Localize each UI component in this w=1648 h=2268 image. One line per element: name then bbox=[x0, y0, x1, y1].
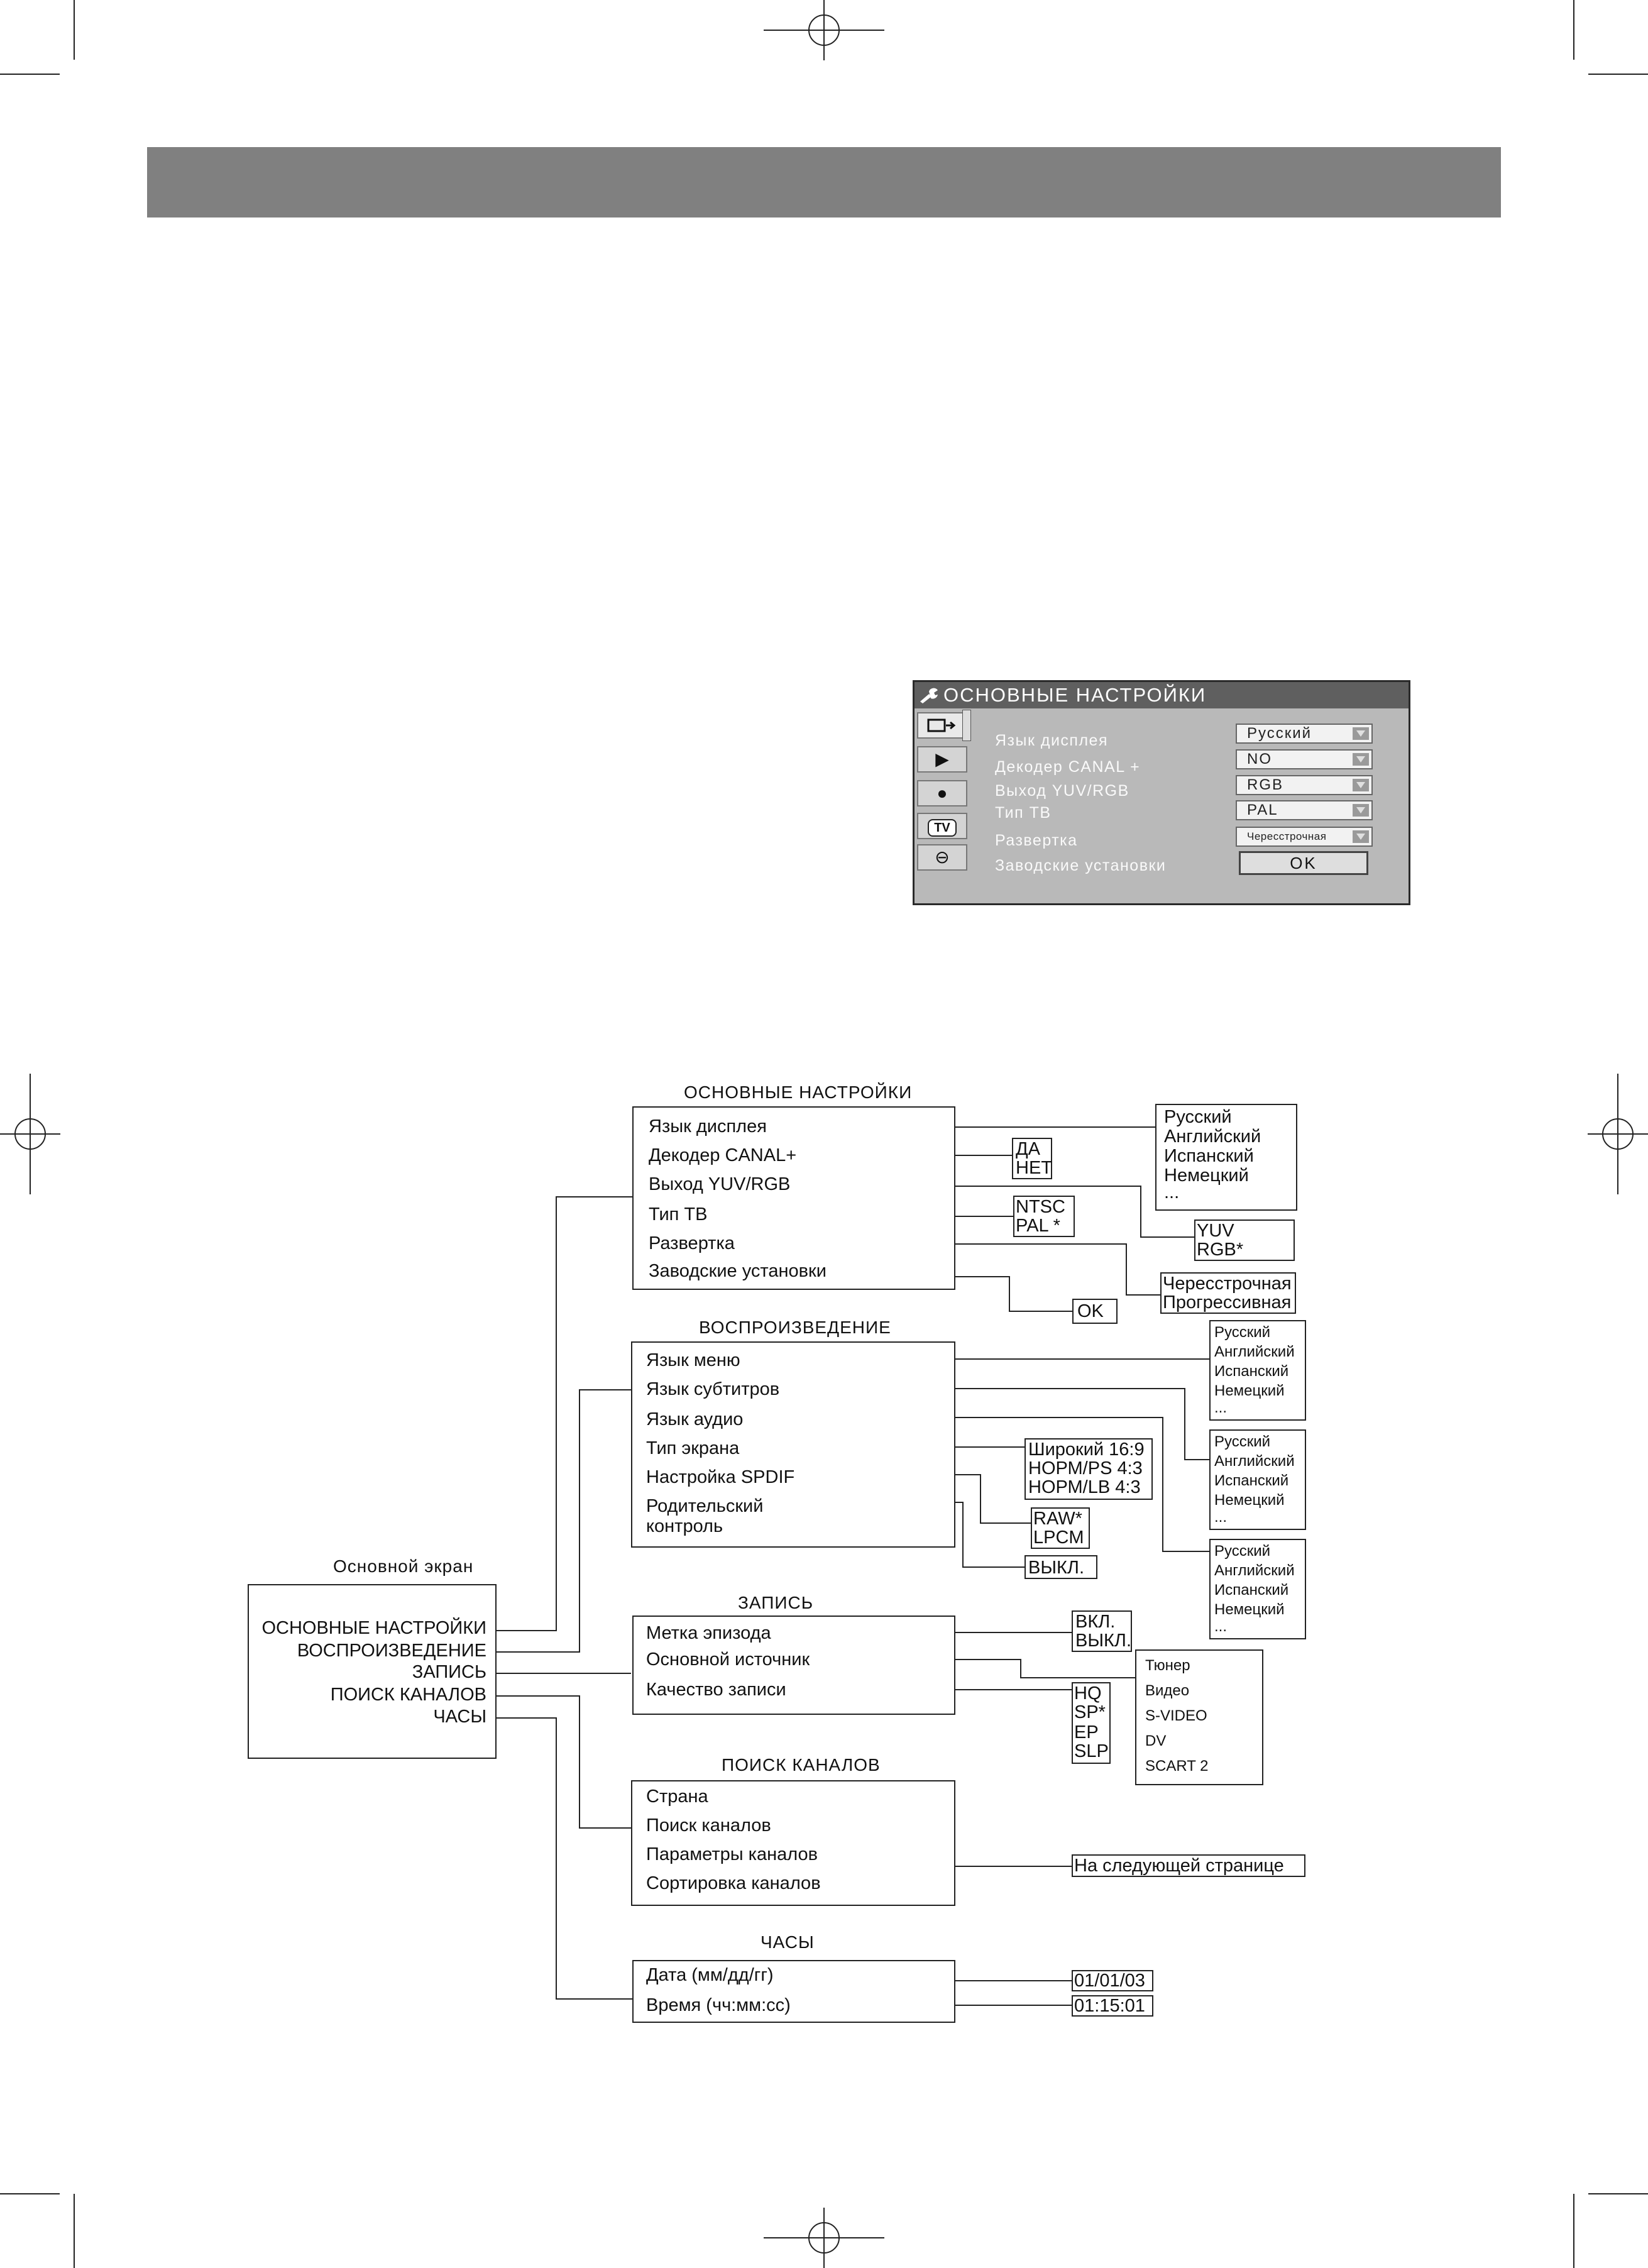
option: YUV bbox=[1197, 1221, 1234, 1241]
option: ... bbox=[1214, 1399, 1228, 1416]
basic-scan-options bbox=[1160, 1272, 1296, 1314]
option: SCART 2 bbox=[1145, 1758, 1209, 1775]
scan-select[interactable] bbox=[1236, 827, 1373, 847]
main-screen-title: Основной экран bbox=[333, 1556, 474, 1576]
option: RGB* bbox=[1197, 1240, 1244, 1260]
osd-setup-panel bbox=[913, 680, 1410, 905]
option: ... bbox=[1164, 1182, 1180, 1203]
record-item-quality: Качество записи bbox=[646, 1680, 786, 1700]
option: ВКЛ. bbox=[1075, 1612, 1116, 1632]
option: Чересстрочная bbox=[1163, 1274, 1292, 1294]
screen-type-options bbox=[1025, 1438, 1153, 1500]
main-screen-box bbox=[248, 1584, 497, 1759]
yuv-rgb-select[interactable] bbox=[1236, 775, 1373, 795]
tv-type-value: PAL bbox=[1247, 801, 1278, 818]
clock-item-date: Дата (мм/дд/гг) bbox=[646, 1965, 774, 1985]
playback-title: ВОСПРОИЗВЕДЕНИЕ bbox=[699, 1318, 891, 1337]
search-item-scan: Поиск каналов bbox=[646, 1815, 771, 1836]
record-tab[interactable] bbox=[917, 780, 967, 806]
option: S-VIDEO bbox=[1145, 1707, 1207, 1724]
chevron-down-icon bbox=[1353, 830, 1369, 843]
option: Русский bbox=[1214, 1324, 1271, 1341]
option: Прогрессивная bbox=[1163, 1292, 1292, 1313]
option: NTSC bbox=[1016, 1197, 1065, 1217]
play-icon: ▶ bbox=[935, 749, 949, 769]
option: НЕТ bbox=[1016, 1158, 1052, 1178]
side-scroll-indicator bbox=[962, 710, 971, 741]
option: SLP bbox=[1074, 1741, 1109, 1761]
basic-title: ОСНОВНЫЕ НАСТРОЙКИ bbox=[684, 1082, 913, 1102]
main-item-clock: ЧАСЫ bbox=[433, 1707, 486, 1727]
option: Русский bbox=[1214, 1433, 1271, 1450]
option: Русский bbox=[1214, 1543, 1271, 1560]
osd-label-tv-type: Тип ТВ bbox=[995, 804, 1052, 822]
playback-item-parental-2: контроль bbox=[646, 1516, 723, 1536]
option: Немецкий bbox=[1214, 1492, 1285, 1509]
quality-options bbox=[1072, 1682, 1111, 1764]
option: SP* bbox=[1074, 1702, 1106, 1722]
osd-label-display-language: Язык дисплея bbox=[995, 732, 1108, 749]
basic-item-reset: Заводские установки bbox=[649, 1261, 827, 1281]
option: ВЫКЛ. bbox=[1028, 1558, 1084, 1578]
option: Тюнер bbox=[1145, 1657, 1190, 1674]
playback-item-parental: Родительский bbox=[646, 1496, 764, 1516]
display-language-select[interactable] bbox=[1236, 724, 1373, 744]
clock-title: ЧАСЫ bbox=[761, 1932, 815, 1952]
osd-title-bar bbox=[915, 682, 1409, 708]
option: Немецкий bbox=[1164, 1165, 1249, 1186]
record-item-mark: Метка эпизода bbox=[646, 1623, 771, 1643]
basic-canal-options bbox=[1012, 1138, 1052, 1179]
main-item-search: ПОИСК КАНАЛОВ bbox=[330, 1685, 486, 1705]
basic-item-scan: Развертка bbox=[649, 1233, 735, 1253]
basic-box bbox=[632, 1106, 955, 1290]
source-options bbox=[1135, 1649, 1263, 1785]
scan-value: Чересстрочная bbox=[1247, 830, 1327, 842]
option: Английский bbox=[1164, 1126, 1261, 1147]
basic-yuv-options bbox=[1194, 1219, 1295, 1261]
playback-item-menu-lang: Язык меню bbox=[646, 1350, 740, 1370]
option: Испанский bbox=[1214, 1472, 1289, 1489]
tv-type-select[interactable] bbox=[1236, 800, 1373, 820]
option: ВЫКЛ. bbox=[1075, 1631, 1131, 1651]
spdif-options bbox=[1031, 1507, 1090, 1549]
factory-reset-ok-button[interactable]: OK bbox=[1239, 851, 1368, 875]
yuv-rgb-value: RGB bbox=[1247, 776, 1284, 793]
option: EP bbox=[1074, 1722, 1099, 1742]
parental-option bbox=[1025, 1555, 1097, 1579]
option: LPCM bbox=[1033, 1528, 1084, 1548]
canal-decoder-select[interactable] bbox=[1236, 749, 1373, 769]
mark-options bbox=[1072, 1610, 1132, 1652]
option: OK bbox=[1077, 1301, 1104, 1321]
option: ... bbox=[1214, 1618, 1228, 1635]
playback-item-screen: Тип экрана bbox=[646, 1438, 740, 1458]
search-title: ПОИСК КАНАЛОВ bbox=[722, 1755, 881, 1775]
main-item-record: ЗАПИСЬ bbox=[412, 1662, 486, 1682]
option: Испанский bbox=[1214, 1582, 1289, 1599]
search-item-sort: Сортировка каналов bbox=[646, 1873, 821, 1893]
time-value-box bbox=[1072, 1995, 1153, 2017]
display-language-value: Русский bbox=[1247, 725, 1312, 742]
basic-item-tv-type: Тип ТВ bbox=[649, 1204, 708, 1225]
tv-icon: TV bbox=[928, 819, 957, 837]
option: Немецкий bbox=[1214, 1601, 1285, 1618]
option: ... bbox=[1214, 1509, 1228, 1526]
option: Английский bbox=[1214, 1343, 1295, 1360]
clock-tab[interactable] bbox=[917, 844, 967, 871]
clock-icon: ⊖ bbox=[935, 847, 950, 867]
search-item-country: Страна bbox=[646, 1786, 708, 1807]
basic-item-yuv: Выход YUV/RGB bbox=[649, 1174, 791, 1194]
option: Испанский bbox=[1214, 1363, 1289, 1380]
option: RAW* bbox=[1033, 1509, 1082, 1529]
chevron-down-icon bbox=[1353, 804, 1369, 817]
option: PAL * bbox=[1016, 1216, 1060, 1236]
option: НОРМ/LB 4:3 bbox=[1028, 1477, 1141, 1497]
playback-tab[interactable] bbox=[917, 746, 967, 773]
option: Английский bbox=[1214, 1562, 1295, 1579]
record-box bbox=[632, 1616, 955, 1715]
record-title: ЗАПИСЬ bbox=[738, 1593, 814, 1612]
osd-side-menu bbox=[917, 712, 969, 901]
basic-reset-option bbox=[1072, 1299, 1118, 1324]
chevron-down-icon bbox=[1353, 753, 1369, 766]
record-icon: ● bbox=[937, 783, 948, 803]
basic-tv-options bbox=[1013, 1196, 1075, 1237]
option: DV bbox=[1145, 1732, 1167, 1749]
option: НОРМ/PS 4:3 bbox=[1028, 1458, 1143, 1478]
search-box bbox=[631, 1780, 955, 1906]
option: Испанский bbox=[1164, 1146, 1254, 1166]
osd-label-scan: Развертка bbox=[995, 832, 1078, 849]
option: ДА bbox=[1016, 1139, 1040, 1159]
next-page-text: На следующей странице bbox=[1074, 1856, 1284, 1876]
option: Видео bbox=[1145, 1682, 1190, 1699]
osd-label-factory-reset: Заводские установки bbox=[995, 857, 1167, 874]
playback-box bbox=[631, 1341, 955, 1548]
search-item-params: Параметры каналов bbox=[646, 1844, 818, 1864]
osd-title: ОСНОВНЫЕ НАСТРОЙКИ bbox=[943, 684, 1207, 706]
wrench-icon bbox=[918, 686, 940, 704]
option: HQ bbox=[1074, 1683, 1102, 1704]
next-page-box bbox=[1072, 1854, 1305, 1877]
date-value: 01/01/03 bbox=[1074, 1971, 1145, 1991]
playback-item-sub-lang: Язык субтитров bbox=[646, 1379, 780, 1399]
option: Английский bbox=[1214, 1453, 1295, 1470]
option: Русский bbox=[1164, 1107, 1232, 1127]
basic-lang-options bbox=[1155, 1104, 1297, 1211]
canal-decoder-value: NO bbox=[1247, 751, 1272, 768]
main-item-playback: ВОСПРОИЗВЕДЕНИЕ bbox=[297, 1641, 486, 1661]
record-item-source: Основной источник bbox=[646, 1649, 810, 1670]
setup-tab[interactable] bbox=[917, 712, 967, 739]
basic-item-canal: Декодер CANAL+ bbox=[649, 1145, 797, 1165]
chevron-down-icon bbox=[1353, 727, 1369, 740]
menu-lang-options bbox=[1209, 1320, 1306, 1421]
clock-item-time: Время (чч:мм:сс) bbox=[646, 1995, 791, 2015]
chevron-down-icon bbox=[1353, 779, 1369, 791]
date-value-box bbox=[1072, 1970, 1153, 1991]
audio-lang-options bbox=[1209, 1539, 1306, 1639]
option: Широкий 16:9 bbox=[1028, 1440, 1145, 1460]
osd-label-yuv-rgb: Выход YUV/RGB bbox=[995, 782, 1129, 800]
tv-tab[interactable] bbox=[917, 813, 967, 839]
playback-item-audio-lang: Язык аудио bbox=[646, 1409, 744, 1429]
setup-icon bbox=[925, 716, 960, 735]
main-item-basic: ОСНОВНЫЕ НАСТРОЙКИ bbox=[261, 1618, 486, 1638]
time-value: 01:15:01 bbox=[1074, 1996, 1145, 2016]
playback-item-spdif: Настройка SPDIF bbox=[646, 1467, 795, 1487]
clock-box bbox=[632, 1960, 955, 2023]
option: Немецкий bbox=[1214, 1382, 1285, 1399]
sub-lang-options bbox=[1209, 1429, 1306, 1530]
basic-item-display-language: Язык дисплея bbox=[649, 1116, 767, 1137]
osd-label-canal-decoder: Декодер CANAL + bbox=[995, 758, 1141, 776]
